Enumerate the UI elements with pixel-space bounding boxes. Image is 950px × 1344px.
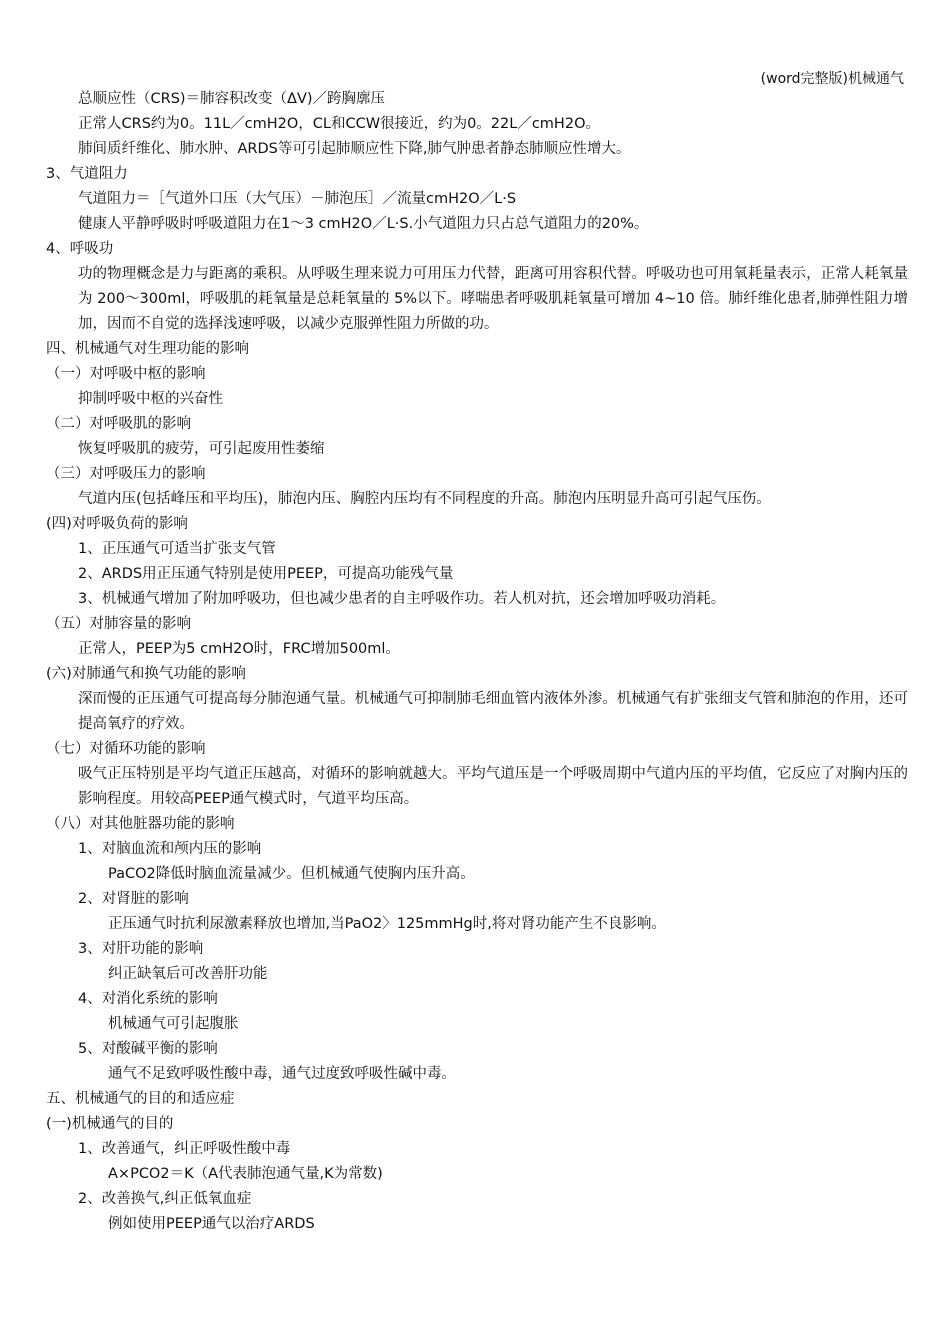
subsection-heading: (一)机械通气的目的 bbox=[46, 1116, 174, 1132]
subsection-heading: （三）对呼吸压力的影响 bbox=[46, 466, 206, 482]
list-item: 3、对肝功能的影响 bbox=[78, 941, 204, 957]
paragraph: 吸气正压特别是平均气道正压越高，对循环的影响就越大。平均气道压是一个呼吸周期中气道内压的平均值，它反应了对胸内压的影响程度。用较高PEEP通气模式时，气道平均压高。 bbox=[78, 766, 908, 807]
paragraph: 功的物理概念是力与距离的乘积。从呼吸生理来说力可用压力代替，距离可用容积代替。呼吸功也可用氧耗量表示，正常人耗氧量为 200～300ml，呼吸肌的耗氧量是总耗氧量的 5%以下。哮喘患者呼吸肌耗氧量可增加 4~10 倍。肺纤维化患者,肺弹性阻力增加，因而不自觉的选择浅速呼吸，以减少克服弹性阻力所做的功。 bbox=[78, 266, 908, 332]
list-item: 2、ARDS用正压通气特别是使用PEEP，可提高功能残气量 bbox=[78, 566, 454, 582]
subsection-heading: （一）对呼吸中枢的影响 bbox=[46, 366, 206, 382]
section-heading: 4、呼吸功 bbox=[46, 241, 114, 257]
text-line: 健康人平静呼吸时呼吸道阻力在1～3 cmH2O／L·S.小气道阻力只占总气道阻力的20%。 bbox=[78, 216, 649, 232]
text-line: 纠正缺氧后可改善肝功能 bbox=[108, 966, 268, 982]
subsection-heading: (六)对肺通气和换气功能的影响 bbox=[46, 666, 246, 682]
document-body bbox=[46, 87, 908, 1237]
text-line: 肺间质纤维化、肺水肿、ARDS等可引起肺顺应性下降,肺气肿患者静态肺顺应性增大。 bbox=[78, 141, 631, 157]
list-item: 1、正压通气可适当扩张支气管 bbox=[78, 541, 276, 557]
text-line: PaCO2降低时脑血流量减少。但机械通气使胸内压升高。 bbox=[108, 866, 475, 882]
text-line: 气道阻力＝［气道外口压（大气压）－肺泡压］／流量cmH2O／L·S bbox=[78, 191, 517, 207]
list-item: 2、对肾脏的影响 bbox=[78, 891, 189, 907]
text-line: 例如使用PEEP通气以治疗ARDS bbox=[108, 1216, 315, 1232]
paragraph: 深而慢的正压通气可提高每分肺泡通气量。机械通气可抑制肺毛细血管内液体外渗。机械通气有扩张细支气管和肺泡的作用，还可提高氧疗的疗效。 bbox=[78, 691, 908, 732]
text-line: 恢复呼吸肌的疲劳，可引起废用性萎缩 bbox=[78, 441, 325, 457]
subsection-heading: （二）对呼吸肌的影响 bbox=[46, 416, 191, 432]
text-line: 正常人，PEEP为5 cmH2O时，FRC增加500ml。 bbox=[78, 641, 400, 657]
text-line: 抑制呼吸中枢的兴奋性 bbox=[78, 391, 223, 407]
subsection-heading: (四)对呼吸负荷的影响 bbox=[46, 516, 188, 532]
list-item: 4、对消化系统的影响 bbox=[78, 991, 218, 1007]
text-line: 总顺应性（CRS)＝肺容积改变（ΔV)／跨胸廓压 bbox=[78, 91, 386, 107]
list-item: 5、对酸碱平衡的影响 bbox=[78, 1041, 218, 1057]
subsection-heading: （七）对循环功能的影响 bbox=[46, 741, 206, 757]
paragraph: 气道内压(包括峰压和平均压)，肺泡内压、胸腔内压均有不同程度的升高。肺泡内压明显升高可引起气压伤。 bbox=[78, 491, 771, 507]
text-line: A×PCO2＝K（A代表肺泡通气量,K为常数) bbox=[108, 1166, 383, 1182]
text-line: 正常人CRS约为0。11L／cmH2O，CL和CCW很接近，约为0。22L／cmH2O。 bbox=[78, 116, 600, 132]
text-line: 通气不足致呼吸性酸中毒，通气过度致呼吸性碱中毒。 bbox=[108, 1066, 456, 1082]
document-header: (word完整版)机械通气 bbox=[760, 71, 904, 87]
subsection-heading: （八）对其他脏器功能的影响 bbox=[46, 816, 235, 832]
list-item: 2、改善换气,纠正低氧血症 bbox=[78, 1191, 252, 1207]
section-heading: 五、机械通气的目的和适应症 bbox=[46, 1091, 235, 1107]
list-item: 3、机械通气增加了附加呼吸功，但也减少患者的自主呼吸作功。若人机对抗，还会增加呼吸功消耗。 bbox=[78, 591, 726, 607]
text-line: 正压通气时抗利尿激素释放也增加,当PaO2〉125mmHg时,将对肾功能产生不良影响。 bbox=[108, 916, 666, 932]
subsection-heading: （五）对肺容量的影响 bbox=[46, 616, 191, 632]
section-heading: 四、机械通气对生理功能的影响 bbox=[46, 341, 249, 357]
section-heading: 3、气道阻力 bbox=[46, 166, 128, 182]
list-item: 1、对脑血流和颅内压的影响 bbox=[78, 841, 262, 857]
text-line: 机械通气可引起腹胀 bbox=[108, 1016, 239, 1032]
list-item: 1、改善通气，纠正呼吸性酸中毒 bbox=[78, 1141, 291, 1157]
